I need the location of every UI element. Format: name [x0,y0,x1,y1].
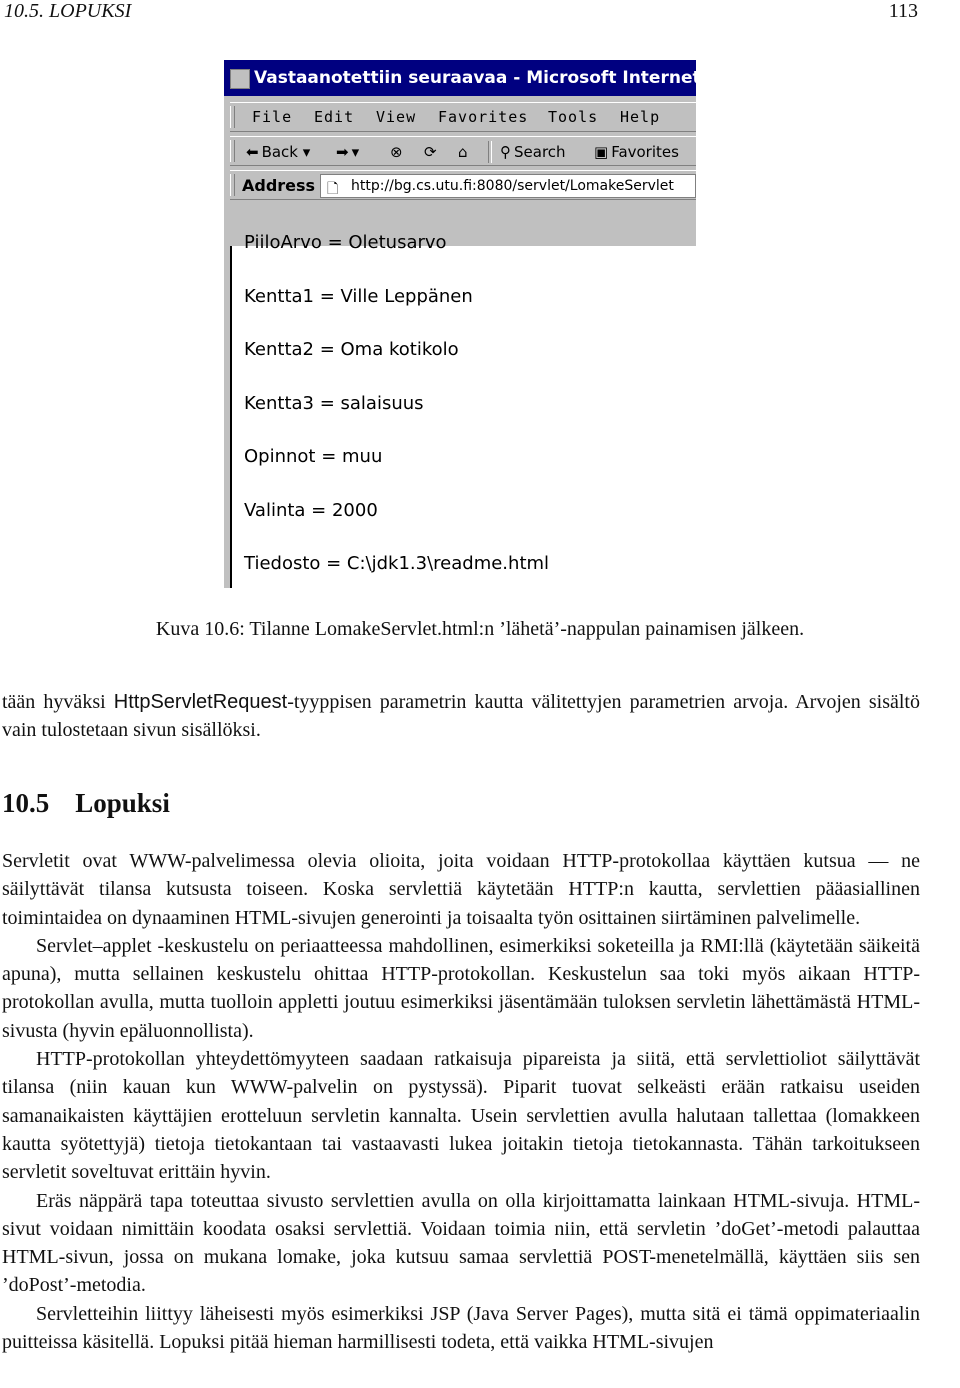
section-number: 10.5 [2,788,50,818]
refresh-button[interactable] [424,141,440,163]
favorites-label: Favorites [611,143,679,161]
address-label: Address [242,176,316,195]
page-number: 113 [888,0,918,22]
forward-button[interactable] [336,141,359,163]
stop-icon: ⊗ [390,143,403,161]
output-line: Kentta2 = Oma kotikolo [244,339,459,360]
menu-bar [228,102,696,132]
search-label: Search [514,143,566,161]
ie-app-icon [230,69,250,89]
toolbar-separator [488,141,492,163]
browser-screenshot-figure [224,60,748,588]
forward-dropdown-icon[interactable]: ▾ [351,143,360,161]
menu-view[interactable]: View [376,108,417,126]
addressbar-grip [230,174,235,196]
toolbar [228,136,696,166]
forward-arrow-icon: ➡ [336,143,349,161]
back-dropdown-icon[interactable]: ▾ [302,143,311,161]
output-line: Valinta = 2000 [244,500,378,521]
output-line: Kentta3 = salaisuus [244,393,424,414]
page-icon: 🗋 [327,181,339,197]
search-icon: ⚲ [500,143,511,161]
paragraph: Servletteihin liittyy läheisesti myös esimerkiksi JSP (Java Server Pages), mutta sitä ei tämä oppimateriaalin puitteissa käsitellä. Lopuksi pitää hieman harmillisesti todeta, että vaikka HTML-sivujen [2,1302,920,1354]
address-input[interactable] [320,174,696,198]
search-button[interactable] [500,141,566,163]
output-line: Kentta1 = Ville Leppänen [244,286,473,307]
section-heading [2,788,170,819]
output-line: PiiloArvo = Oletusarvo [244,232,447,253]
section-title: Lopuksi [75,788,170,818]
window-title: Vastaanotettiin seuraavaa - Microsoft Internet Expl [254,68,748,88]
menu-favorites[interactable]: Favorites [438,108,529,126]
toolbar-grip [230,140,235,162]
content-frame-edge [230,246,232,588]
home-button[interactable] [458,141,471,163]
menubar-grip [230,106,235,128]
back-label: Back [261,143,298,161]
intro-text-post: -tyyppisen parametrin kautta välitettyjen parametrien arvoja. Arvojen sisältö vain tulostetaan sivun sisällöksi. [2,691,920,742]
intro-text-pre: tään hyväksi [2,691,114,713]
paragraph: Eräs näppärä tapa toteuttaa sivusto servlettien avulla on olla kirjoittamatta lainkaan HTML-sivuja. HTML-sivut voidaan nimittäin koodata osaksi servlettiä. Voidaan toimia niin, että servletin ’doGet’-metodi palauttaa HTML-sivun, jossa on mukana lomake, joka kutsuu samaa servlettiä POST-menetelmällä, käyttäen siis sen ’doPost’-metodia. [2,1189,920,1297]
back-button[interactable] [246,141,310,163]
address-bar [228,170,696,200]
menu-help[interactable]: Help [620,108,661,126]
address-url: http://bg.cs.utu.fi:8080/servlet/LomakeServlet [351,178,674,194]
running-head [4,0,918,26]
browser-chrome [224,96,696,246]
back-arrow-icon: ⬅ [246,143,259,161]
intro-paragraph [2,688,920,745]
favorites-folder-icon: ▣ [594,143,609,161]
menu-tools[interactable]: Tools [548,108,599,126]
body-text [2,847,920,1356]
home-icon: ⌂ [458,143,468,161]
figure-caption: Kuva 10.6: Tilanne LomakeServlet.html:n ’lähetä’-nappulan painamisen jälkeen. [155,618,805,640]
running-head-section: 10.5. LOPUKSI [4,0,132,22]
menu-file[interactable]: File [252,108,293,126]
code-class-name: HttpServletRequest [113,691,288,713]
favorites-button[interactable] [594,141,679,163]
paragraph: HTTP-protokollan yhteydettömyyteen saadaan ratkaisuja pipareista ja siitä, että servlettioliot säilyttävät tilansa (niin kauan kun WWW-palvelin on pystyssä). Piparit tuovat selkeästi erään ratkaisu useiden samanaikaisten käyttäjien erotteluun servletin kannalta. Usein servlettien avulla halutaan tallettaa (lomakkeen kautta syötettyjä) tietoja tietokantaan tai vastaavasti lukea joitakin tietoja tietokannasta. Tähän tarkoitukseen servletit soveltuvat erittäin hyvin. [2,1048,920,1184]
stop-button[interactable] [390,141,406,163]
refresh-icon: ⟳ [424,143,437,161]
output-line: Opinnot = muu [244,446,383,467]
menu-edit[interactable]: Edit [314,108,355,126]
paragraph: Servlet–applet -keskustelu on periaatteessa mahdollinen, esimerkiksi soketeilla ja RMI:llä (käytetään säikeitä apuna), mutta sellainen keskustelu ohittaa HTTP-protokollan. Keskustelun saa toki myös aikaan HTTP-protokollan avulla, mutta tuolloin appletti joutuu esimerkiksi jäsentämään tuloksen servletin lähettämästä HTML-sivusta (hyvin epäluonnollista). [2,934,920,1042]
output-line: Tiedosto = C:\jdk1.3\readme.html [244,553,550,574]
window-titlebar [224,60,748,96]
paragraph: Servletit ovat WWW-palvelimessa olevia olioita, joita voidaan HTTP-protokollaa käyttäen kutsua — ne säilyttävät tilansa kutsusta toiseen. Koska servlettiä käytetään HTTP:n kautta, servlettien pääasiallinen toimintaidea on dynaaminen HTML-sivujen generointi ja toisaalta työn osittainen siirtäminen palvelimelle. [2,850,920,929]
